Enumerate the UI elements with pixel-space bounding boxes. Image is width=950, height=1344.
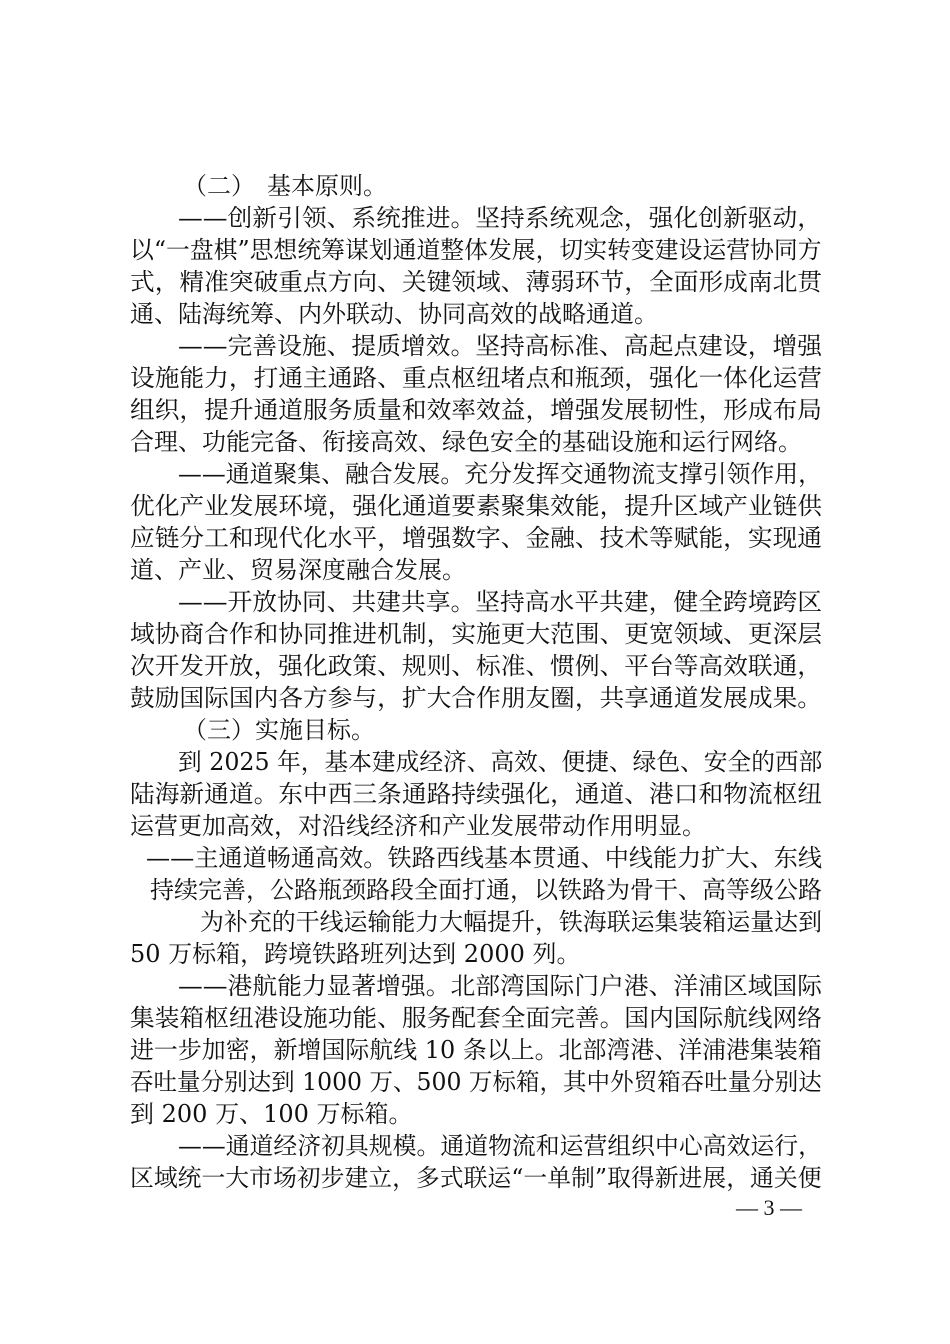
text-line: 到 200 万、100 万标箱。 xyxy=(130,1100,413,1128)
text-line: 运营更加高效，对沿线经济和产业发展带动作用明显。 xyxy=(130,812,706,840)
text-line: 优化产业发展环境，强化通道要素聚集效能，提升区域产业链供 xyxy=(130,492,823,520)
text-line: 域协商合作和协同推进机制，实施更大范围、更宽领域、更深层 xyxy=(130,620,823,648)
text-line: ——完善设施、提质增效。坚持高标准、高起点建设，增强 xyxy=(178,332,823,360)
text-line: 应链分工和现代化水平，增强数字、金融、技术等赋能，实现通 xyxy=(130,524,823,552)
text-line: 到 2025 年，基本建成经济、高效、便捷、绿色、安全的西部 xyxy=(178,748,823,776)
text-line: ——主通道畅通高效。铁路西线基本贯通、中线能力扩大、东线 xyxy=(146,844,823,872)
text-line: ——创新引领、系统推进。坚持系统观念，强化创新驱动， xyxy=(178,204,823,232)
text-line: 鼓励国际国内各方参与，扩大合作朋友圈，共享通道发展成果。 xyxy=(130,684,823,712)
text-line: 进一步加密，新增国际航线 10 条以上。北部湾港、洋浦港集装箱 xyxy=(130,1036,822,1064)
text-line: 为补充的干线运输能力大幅提升，铁海联运集装箱运量达到 xyxy=(200,908,823,936)
text-line: 持续完善，公路瓶颈路段全面打通，以铁路为骨干、高等级公路 xyxy=(150,876,822,904)
text-line: 50 万标箱，跨境铁路班列达到 2000 列。 xyxy=(130,940,581,968)
text-line: 区域统一大市场初步建立，多式联运“一单制”取得新进展，通关便 xyxy=(130,1164,822,1192)
text-line: ——通道聚集、融合发展。充分发挥交通物流支撑引领作用， xyxy=(178,460,822,488)
text-line: 式，精准突破重点方向、关键领域、薄弱环节，全面形成南北贯 xyxy=(130,268,823,296)
section-heading: （三）实施目标。 xyxy=(183,716,375,744)
text-line: ——通道经济初具规模。通道物流和运营组织中心高效运行， xyxy=(178,1132,822,1160)
text-line: 集装箱枢纽港设施功能、服务配套全面完善。国内国际航线网络 xyxy=(130,1004,823,1032)
text-line: 陆海新通道。东中西三条通路持续强化，通道、港口和物流枢纽 xyxy=(130,780,823,808)
text-line: 吞吐量分别达到 1000 万、500 万标箱，其中外贸箱吞吐量分别达 xyxy=(130,1068,822,1096)
text-line: 次开发开放，强化政策、规则、标准、惯例、平台等高效联通， xyxy=(130,652,823,680)
page-number: — 3 — xyxy=(736,1195,802,1220)
text-line: 道、产业、贸易深度融合发展。 xyxy=(130,556,466,584)
text-line: 合理、功能完备、衔接高效、绿色安全的基础设施和运行网络。 xyxy=(130,428,802,456)
text-line: 组织，提升通道服务质量和效率效益，增强发展韧性，形成布局 xyxy=(130,396,823,424)
text-line: ——开放协同、共建共享。坚持高水平共建，健全跨境跨区 xyxy=(178,588,823,616)
section-heading: （二） 基本原则。 xyxy=(183,172,387,200)
text-line: ——港航能力显著增强。北部湾国际门户港、洋浦区域国际 xyxy=(178,972,823,1000)
text-line: 通、陆海统筹、内外联动、协同高效的战略通道。 xyxy=(130,300,658,328)
text-line: 以“一盘棋”思想统筹谋划通道整体发展，切实转变建设运营协同方 xyxy=(130,236,822,264)
text-line: 设施能力，打通主通路、重点枢纽堵点和瓶颈，强化一体化运营 xyxy=(130,364,823,392)
